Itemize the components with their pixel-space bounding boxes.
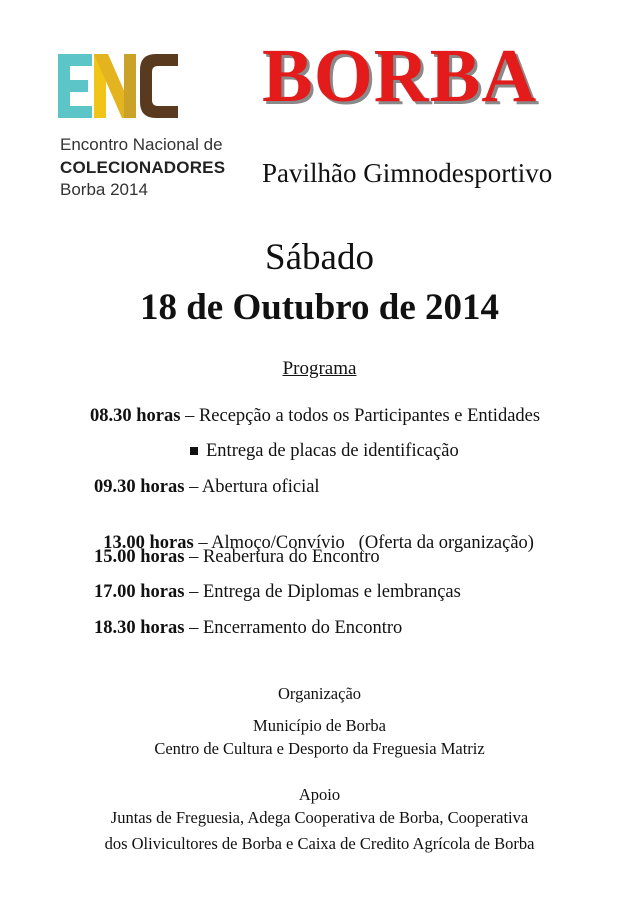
logo-line-encontro: Encontro Nacional de xyxy=(60,135,223,154)
program-item xyxy=(94,477,320,498)
organization-line: Centro de Cultura e Desporto da Freguesia Matriz xyxy=(154,739,485,758)
program-item-text: – Encerramento do Encontro xyxy=(184,618,403,638)
support-line: Juntas de Freguesia, Adega Cooperativa de Borba, Cooperativa xyxy=(110,808,529,827)
program-item-time: 13.00 horas xyxy=(103,533,194,553)
logo-line-borba-2014: Borba 2014 xyxy=(60,180,148,199)
program-item-text: – Almoço/Convívio (Oferta da organização) xyxy=(193,533,534,553)
program-item-time: 17.00 horas xyxy=(94,582,185,602)
program-item xyxy=(94,547,380,568)
organization-title: Organização xyxy=(277,684,362,703)
program-item-time: 09.30 horas xyxy=(94,477,185,497)
program-item xyxy=(190,441,459,462)
program-item-time: 15.00 horas xyxy=(94,547,185,567)
program-item xyxy=(94,618,402,639)
program-item-text: – Entrega de Diplomas e lembranças xyxy=(184,582,461,602)
organization-line: Município de Borba xyxy=(253,716,386,735)
enc-logo xyxy=(58,54,248,204)
program-item-time: 08.30 horas xyxy=(90,406,181,426)
program-item-time: 18.30 horas xyxy=(94,618,185,638)
venue: Pavilhão Gimnodesportivo xyxy=(262,158,553,188)
page-title: BORBA xyxy=(262,34,538,118)
support-title: Apoio xyxy=(298,785,341,804)
program-title: Programa xyxy=(282,358,357,379)
square-bullet-icon xyxy=(190,447,198,455)
program-item xyxy=(94,582,461,603)
enc-logo-mark xyxy=(58,54,178,118)
support-line: dos Olivicultores de Borba e Caixa de Credito Agrícola de Borba xyxy=(104,834,535,853)
program-item-text: – Reabertura do Encontro xyxy=(184,547,380,567)
program-item-text: Entrega de placas de identificação xyxy=(206,441,459,461)
logo-line-colecionadores: COLECIONADORES xyxy=(60,158,226,177)
program-item xyxy=(90,406,540,427)
event-day: Sábado xyxy=(265,237,374,278)
program-item-text: – Recepção a todos os Participantes e Entidades xyxy=(180,406,541,426)
program-item-text: – Abertura oficial xyxy=(184,477,320,497)
event-date: 18 de Outubro de 2014 xyxy=(139,287,500,328)
